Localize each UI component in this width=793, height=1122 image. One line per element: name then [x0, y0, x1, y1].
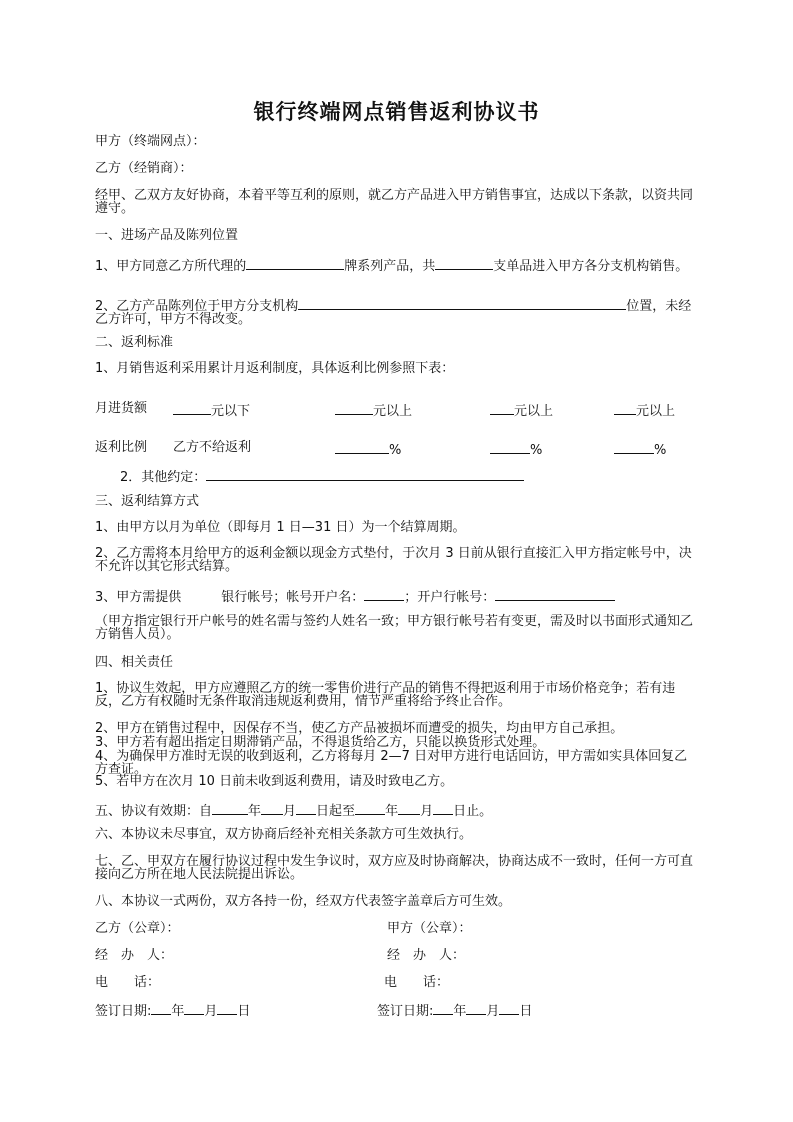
section-1-item-1: 1、甲方同意乙方所代理的 牌系列产品，共 支单品进入甲方各分支机构销售。 — [95, 256, 700, 273]
end-month-blank[interactable] — [398, 801, 420, 815]
rebate-ratio-3: % — [490, 440, 542, 458]
party-b-line: 乙方（经销商）： — [95, 161, 193, 176]
section-1-heading: 一、进场产品及陈列位置 — [95, 228, 239, 243]
rebate-tier-4: 元以上 — [614, 401, 675, 419]
ratio-3-blank[interactable] — [490, 440, 530, 454]
brand-blank[interactable] — [246, 256, 344, 270]
rebate-ratio-1: 乙方不给返利 — [173, 440, 252, 455]
section-4-item-1: 1、协议生效起，甲方应遵照乙方的统一零售价进行产品的销售不得把返利用于市场价格竞争；若有违反，乙方有权随时无条件取消违规返利费用，情节严重将给予终止合作。 — [95, 681, 676, 709]
end-year-blank[interactable] — [355, 801, 385, 815]
section-6: 六、本协议未尽事宜，双方协商后经补充相关条款方可生效执行。 — [95, 827, 473, 842]
party-a-seal-label: 甲方（公章）： — [387, 921, 472, 936]
a-date-day-blank[interactable] — [499, 1001, 519, 1015]
a-date-month-blank[interactable] — [466, 1001, 486, 1015]
start-month-blank[interactable] — [261, 801, 283, 815]
ratio-2-blank[interactable] — [335, 440, 389, 454]
end-day-blank[interactable] — [433, 801, 453, 815]
section-2-item-1: 1、月销售返利采用累计月返利制度，具体返利比例参照下表： — [95, 361, 455, 376]
section-3-heading: 三、返利结算方式 — [95, 494, 200, 509]
section-5-term: 五、协议有效期：自 年 月 日起至 年 月 日止。 — [95, 801, 492, 819]
section-7: 七、乙、甲双方在履行协议过程中发生争议时，双方应及时协商解决，协商达成不一致时，任何一方可直接向乙方所在地人民法院提出诉讼。 — [95, 854, 694, 882]
party-b-agent-label: 经 办 人： — [95, 948, 174, 963]
party-a-phone-label: 电 话： — [384, 975, 450, 990]
rebate-tier-1: 元以下 — [173, 401, 250, 419]
section-4-item-2: 2、甲方在销售过程中，因保存不当，使乙方产品被损坏而遭受的损失，均由甲方自己承担。 — [95, 721, 624, 736]
section-3-item-2: 2、乙方需将本月给甲方的返利金额以现金方式垫付，于次月 3 日前从银行直接汇入甲方指定帐号中，决不允许以其它形式结算。 — [95, 546, 692, 574]
ratio-4-blank[interactable] — [614, 440, 654, 454]
party-b-seal-label: 乙方（公章）： — [95, 921, 180, 936]
party-b-phone-label: 电 话： — [95, 975, 161, 990]
tier-3-blank[interactable] — [490, 401, 514, 415]
rebate-ratio-2: % — [335, 440, 401, 458]
party-b-sign-date: 签订日期: 年 月 日 — [95, 1001, 250, 1019]
section-3-note: （甲方指定银行开户帐号的姓名需与签约人姓名一致；甲方银行帐号若有变更，需及时以书面形式通知乙方销售人员）。 — [95, 614, 694, 642]
rebate-row-1-label: 月进货额 — [95, 401, 148, 416]
b-date-year-blank[interactable] — [151, 1001, 171, 1015]
start-year-blank[interactable] — [212, 801, 248, 815]
party-a-line: 甲方（终端网点）： — [95, 134, 206, 149]
rebate-tier-3: 元以上 — [490, 401, 553, 419]
rebate-ratio-4: % — [614, 440, 666, 458]
a-date-year-blank[interactable] — [433, 1001, 453, 1015]
section-4-heading: 四、相关责任 — [95, 655, 174, 670]
page-title: 银行终端网点销售返利协议书 — [253, 99, 540, 124]
sku-count-blank[interactable] — [435, 256, 493, 270]
section-1-item-2: 2、乙方产品陈列位于甲方分支机构 位置，未经乙方许可，甲方不得改变。 — [95, 296, 700, 326]
b-date-day-blank[interactable] — [217, 1001, 237, 1015]
section-3-item-3: 3、甲方需提供 银行帐号；帐号开户名： ；开户行帐号： — [95, 587, 615, 605]
start-day-blank[interactable] — [296, 801, 316, 815]
party-a-agent-label: 经 办 人： — [387, 948, 466, 963]
preamble: 经甲、乙双方友好协商，本着平等互利的原则，就乙方产品进入甲方销售事宜，达成以下条款，以资共同遵守。 — [95, 188, 694, 216]
other-terms-blank[interactable] — [206, 467, 524, 481]
section-4-item-3: 3、甲方若有超出指定日期滞销产品，不得退货给乙方，只能以换货形式处理。 — [95, 735, 546, 750]
section-4-item-4: 4、为确保甲方准时无误的收到返利，乙方将每月 2—7 日对甲方进行电话回访，甲方需如实具体回复乙方查证。 — [95, 749, 688, 777]
party-a-sign-date: 签订日期: 年 月 日 — [377, 1001, 532, 1019]
display-position-blank[interactable] — [298, 296, 626, 310]
b-date-month-blank[interactable] — [184, 1001, 204, 1015]
section-2-heading: 二、返利标准 — [95, 335, 174, 350]
section-8: 八、本协议一式两份，双方各持一份，经双方代表签字盖章后方可生效。 — [95, 894, 512, 909]
section-4-item-5: 5、若甲方在次月 10 日前未收到返利费用，请及时致电乙方。 — [95, 774, 454, 789]
other-terms: 2．其他约定： — [120, 467, 524, 485]
rebate-row-2-label: 返利比例 — [95, 440, 148, 455]
section-3-item-1: 1、由甲方以月为单位（即每月 1 日—31 日）为一个结算周期。 — [95, 520, 466, 535]
rebate-tier-2: 元以上 — [335, 401, 412, 419]
bank-account-blank[interactable] — [495, 587, 615, 601]
tier-2-blank[interactable] — [335, 401, 373, 415]
account-name-blank[interactable] — [364, 587, 404, 601]
tier-4-blank[interactable] — [614, 401, 636, 415]
tier-1-blank[interactable] — [173, 401, 211, 415]
